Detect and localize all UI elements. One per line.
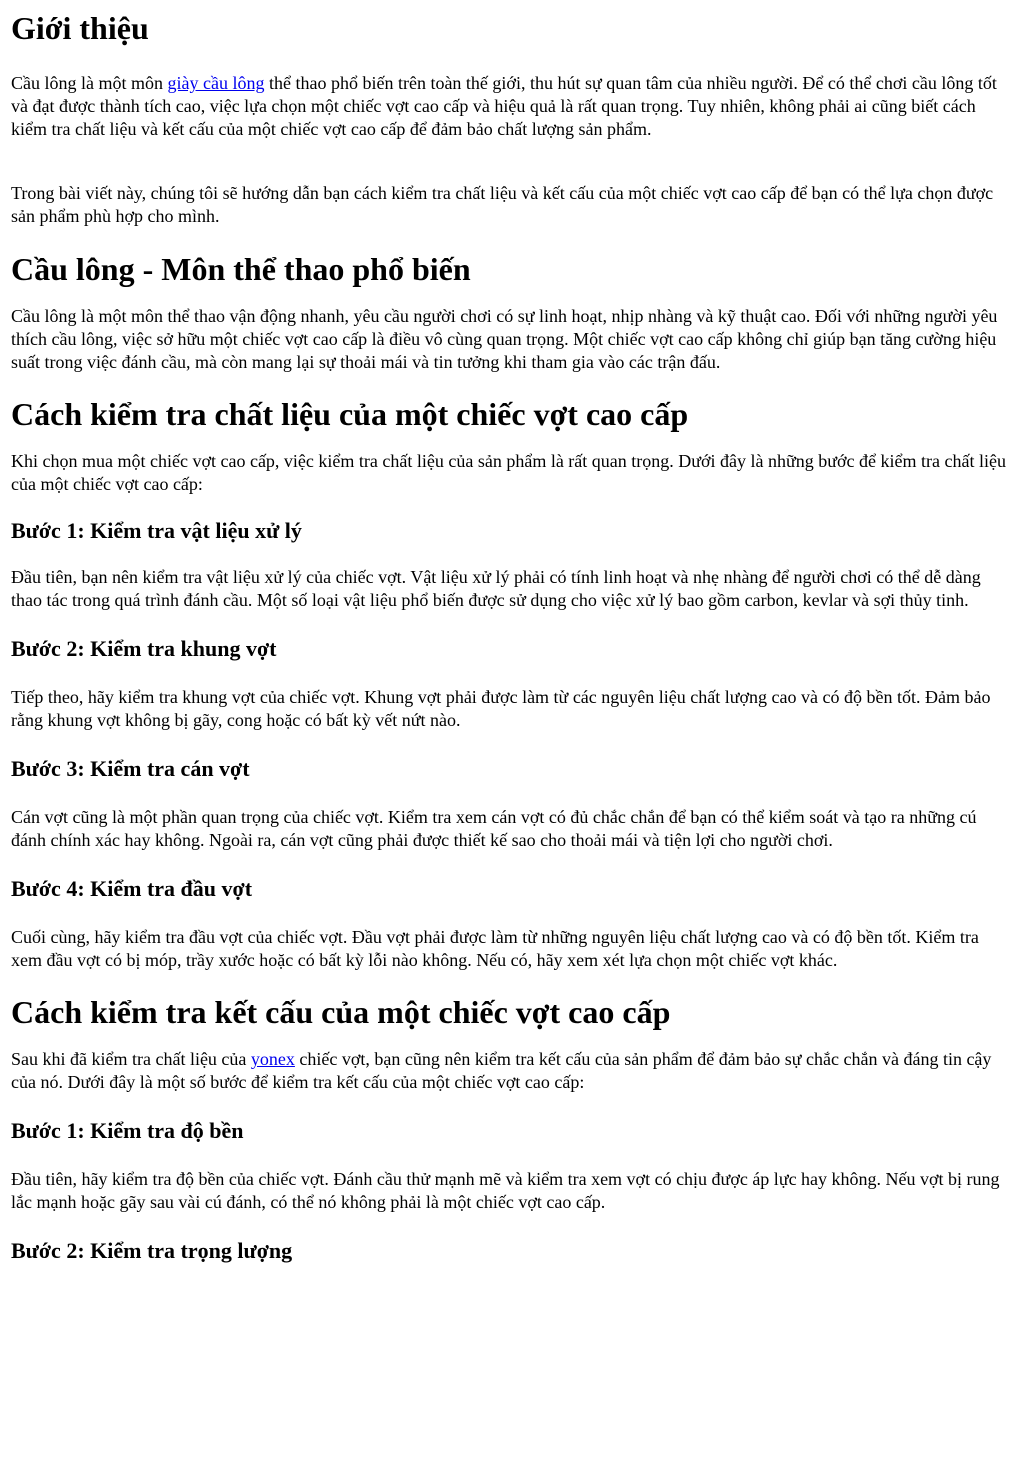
link-giay-cau-long[interactable]: giày cầu lông bbox=[167, 73, 265, 93]
structure-step-1-text: Đầu tiên, hãy kiểm tra độ bền của chiếc vợt. Đánh cầu thử mạnh mẽ và kiểm tra xem vợt có chịu được áp lực hay không. Nếu vợt bị rung lắc mạnh hoặc gãy sau vài cú đánh, có thể nó không phải là một chiếc vợt cao cấp. bbox=[11, 1169, 1000, 1212]
structure-intro-paragraph bbox=[11, 1048, 1014, 1094]
intro-text-after-link: thể thao phổ biến trên toàn thế giới, thu hút sự quan tâm của nhiều người. Để có thể chơi cầu lông tốt và đạt được thành tích cao, việc lựa chọn một chiếc vợt cao cấp và hiệu quả là rất quan trọng. Tuy nhiên, không phải ai cũng biết cách kiểm tra chất liệu và kết cấu của một chiếc vợt cao cấp để đảm bảo chất lượng sản phẩm. bbox=[11, 73, 997, 139]
structure-text-before-link: Sau khi đã kiểm tra chất liệu của bbox=[11, 1049, 251, 1069]
material-step-1-text: Đầu tiên, bạn nên kiểm tra vật liệu xử lý của chiếc vợt. Vật liệu xử lý phải có tính linh hoạt và nhẹ nhàng để người chơi có thể dễ dàng thao tác trong quá trình đánh cầu. Một số loại vật liệu phổ biến được sử dụng cho việc xử lý bao gồm carbon, kevlar và sợi thủy tinh. bbox=[11, 567, 981, 610]
structure-step-1-heading: Bước 1: Kiểm tra độ bền bbox=[11, 1118, 244, 1143]
material-step-4-heading: Bước 4: Kiểm tra đầu vợt bbox=[11, 876, 253, 901]
material-step-2-text: Tiếp theo, hãy kiểm tra khung vợt của chiếc vợt. Khung vợt phải được làm từ các nguyên liệu chất lượng cao và có độ bền tốt. Đảm bảo rằng khung vợt không bị gãy, cong hoặc có bất kỳ vết nứt nào. bbox=[11, 687, 991, 730]
material-step-4-text: Cuối cùng, hãy kiểm tra đầu vợt của chiếc vợt. Đầu vợt phải được làm từ những nguyên liệu chất lượng cao và có độ bền tốt. Kiểm tra xem đầu vợt có bị móp, trầy xước hoặc có bất kỳ lỗi nào không. Nếu có, hãy xem xét lựa chọn một chiếc vợt khác. bbox=[11, 927, 979, 970]
sport-paragraph: Cầu lông là một môn thể thao vận động nhanh, yêu cầu người chơi có sự linh hoạt, nhịp nhàng và kỹ thuật cao. Đối với những người yêu thích cầu lông, việc sở hữu một chiếc vợt cao cấp là điều vô cùng quan trọng. Một chiếc vợt cao cấp không chỉ giúp bạn tăng cường hiệu suất trong việc đánh cầu, mà còn mang lại sự thoải mái và tin tưởng khi tham gia vào các trận đấu. bbox=[11, 306, 998, 372]
section-heading-material: Cách kiểm tra chất liệu của một chiếc vợt cao cấp bbox=[11, 396, 689, 432]
intro-text-before-link: Cầu lông là một môn bbox=[11, 73, 168, 93]
intro-paragraph-1 bbox=[11, 72, 1014, 141]
structure-text-after-link: chiếc vợt, bạn cũng nên kiểm tra kết cấu của sản phẩm để đảm bảo sự chắc chắn và đáng tin cậy của nó. Dưới đây là một số bước để kiểm tra kết cấu của một chiếc vợt cao cấp: bbox=[11, 1049, 992, 1092]
section-heading-sport: Cầu lông - Môn thể thao phổ biến bbox=[11, 251, 471, 287]
intro-paragraph-2: Trong bài viết này, chúng tôi sẽ hướng dẫn bạn cách kiểm tra chất liệu và kết cấu của một chiếc vợt cao cấp để bạn có thể lựa chọn được sản phẩm phù hợp cho mình. bbox=[11, 183, 994, 226]
material-intro-paragraph: Khi chọn mua một chiếc vợt cao cấp, việc kiểm tra chất liệu của sản phẩm là rất quan trọng. Dưới đây là những bước để kiểm tra chất liệu của một chiếc vợt cao cấp: bbox=[11, 451, 1006, 494]
material-step-3-heading: Bước 3: Kiểm tra cán vợt bbox=[11, 756, 250, 781]
document-page bbox=[0, 10, 1024, 1264]
section-heading-structure: Cách kiểm tra kết cấu của một chiếc vợt cao cấp bbox=[11, 994, 671, 1030]
material-step-3-text: Cán vợt cũng là một phần quan trọng của chiếc vợt. Kiểm tra xem cán vợt có đủ chắc chắn để bạn có thể kiểm soát và tạo ra những cú đánh chính xác hay không. Ngoài ra, cán vợt cũng phải được thiết kế sao cho thoải mái và tiện lợi cho người chơi. bbox=[11, 807, 977, 850]
link-yonex[interactable]: yonex bbox=[250, 1049, 295, 1069]
material-step-2-heading: Bước 2: Kiểm tra khung vợt bbox=[11, 636, 277, 661]
section-heading-intro: Giới thiệu bbox=[11, 10, 149, 46]
structure-step-2-heading: Bước 2: Kiểm tra trọng lượng bbox=[11, 1238, 293, 1263]
material-step-1-heading: Bước 1: Kiểm tra vật liệu xử lý bbox=[11, 518, 302, 543]
